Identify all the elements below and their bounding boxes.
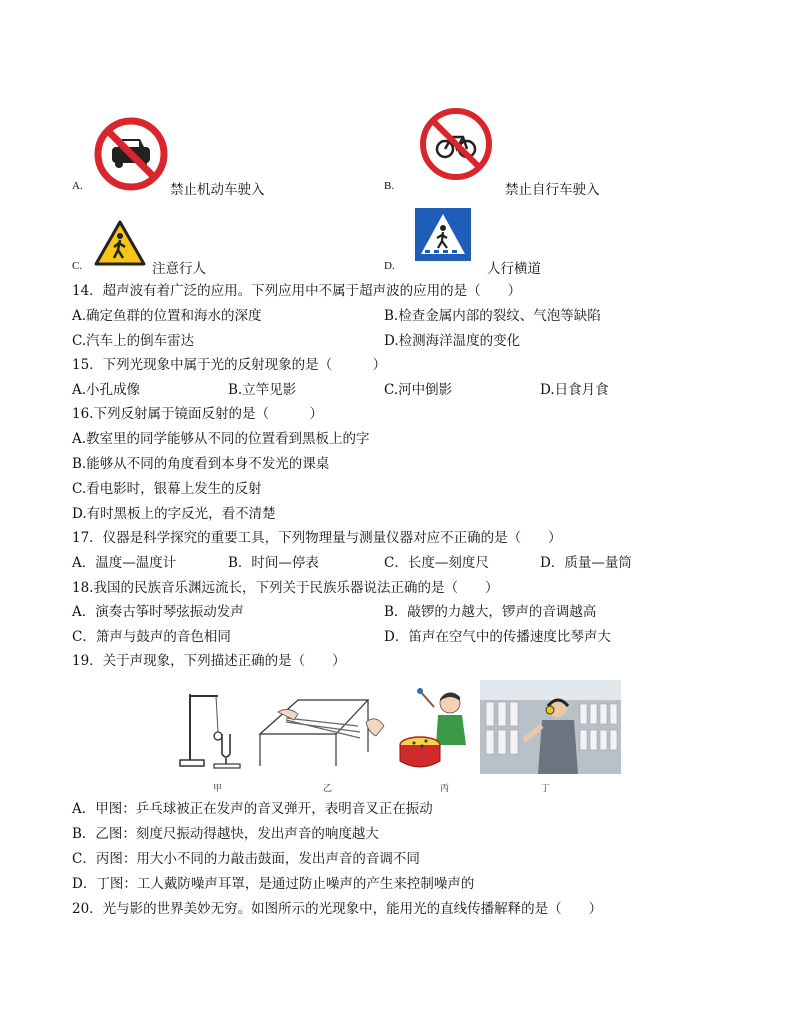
figure-label-yi: 乙 bbox=[323, 783, 333, 793]
q17-option-c: C．长度—刻度尺 bbox=[384, 555, 489, 571]
option-letter: D. bbox=[384, 260, 395, 272]
sign-caption: 禁止自行车驶入 bbox=[505, 182, 600, 198]
figure-label-ding: 丁 bbox=[541, 783, 551, 793]
q14-option-d: D.检测海洋温度的变化 bbox=[384, 333, 521, 349]
q14-option-b: B.检查金属内部的裂纹、气泡等缺陷 bbox=[384, 308, 601, 324]
question-15-stem: 15．下列光现象中属于光的反射现象的是（ ） bbox=[72, 357, 387, 373]
q18-option-b: B．敲锣的力越大，锣声的音调越高 bbox=[384, 604, 597, 620]
q17-option-b: B．时间—停表 bbox=[228, 555, 319, 571]
option-letter: A. bbox=[72, 180, 83, 192]
vibrating-ruler-figure bbox=[258, 692, 390, 768]
question-17-stem: 17．仪器是科学探究的重要工具，下列物理量与测量仪器对应不正确的是（ ） bbox=[72, 530, 562, 546]
q16-option-a: A.教室里的同学能够从不同的位置看到黑板上的字 bbox=[72, 431, 370, 447]
q19-option-b: B．乙图：刻度尺振动得越快，发出声音的响度越大 bbox=[72, 826, 379, 842]
pedestrian-warning-sign-icon bbox=[94, 220, 146, 266]
question-18-stem: 18.我国的民族音乐渊远流长，下列关于民族乐器说法正确的是（ ） bbox=[72, 580, 499, 596]
q15-option-a: A.小孔成像 bbox=[72, 382, 141, 398]
figure-label-jia: 甲 bbox=[213, 783, 223, 793]
q18-option-d: D．笛声在空气中的传播速度比琴声大 bbox=[384, 629, 611, 645]
q19-option-a: A．甲图：乒乓球被正在发声的音叉弹开，表明音叉正在振动 bbox=[72, 801, 433, 817]
no-bicycle-sign-icon bbox=[419, 107, 493, 181]
crosswalk-sign-icon bbox=[415, 208, 471, 261]
drum-figure bbox=[398, 683, 472, 773]
q17-option-a: A．温度—温度计 bbox=[72, 555, 177, 571]
question-14-stem: 14．超声波有着广泛的应用。下列应用中不属于超声波的应用的是（ ） bbox=[72, 283, 522, 299]
q16-option-d: D.有时黑板上的字反光，看不清楚 bbox=[72, 506, 276, 522]
no-motor-vehicle-sign-icon bbox=[94, 117, 168, 191]
option-letter: C. bbox=[72, 260, 83, 272]
q15-option-b: B.立竿见影 bbox=[228, 382, 297, 398]
q14-option-c: C.汽车上的倒车雷达 bbox=[72, 333, 195, 349]
q14-option-a: A.确定鱼群的位置和海水的深度 bbox=[72, 308, 262, 324]
tuning-fork-figure bbox=[178, 688, 248, 770]
q15-option-c: C.河中倒影 bbox=[384, 382, 453, 398]
q15-option-d: D.日食月食 bbox=[540, 382, 609, 398]
question-20-stem: 20．光与影的世界美妙无穷。如图所示的光现象中，能用光的直线传播解释的是（ ） bbox=[72, 901, 603, 917]
sign-caption: 注意行人 bbox=[152, 261, 206, 277]
q18-option-c: C．箫声与鼓声的音色相同 bbox=[72, 629, 231, 645]
q17-option-d: D．质量—量筒 bbox=[540, 555, 632, 571]
q19-option-c: C．丙图：用大小不同的力敲击鼓面，发出声音的音调不同 bbox=[72, 851, 420, 867]
question-16-stem: 16.下列反射属于镜面反射的是（ ） bbox=[72, 406, 323, 422]
figure-label-bing: 丙 bbox=[440, 783, 450, 793]
option-letter: B. bbox=[384, 180, 395, 192]
q19-option-d: D．丁图：工人戴防噪声耳罩，是通过防止噪声的产生来控制噪声的 bbox=[72, 876, 475, 892]
sign-caption: 禁止机动车驶入 bbox=[170, 182, 265, 198]
q18-option-a: A．演奏古筝时琴弦振动发声 bbox=[72, 604, 244, 620]
factory-worker-figure bbox=[480, 680, 621, 774]
question-19-stem: 19．关于声现象，下列描述正确的是（ ） bbox=[72, 653, 346, 669]
q16-option-c: C.看电影时，银幕上发生的反射 bbox=[72, 481, 262, 497]
sign-caption: 人行横道 bbox=[487, 261, 541, 277]
q16-option-b: B.能够从不同的角度看到本身不发光的课桌 bbox=[72, 456, 330, 472]
